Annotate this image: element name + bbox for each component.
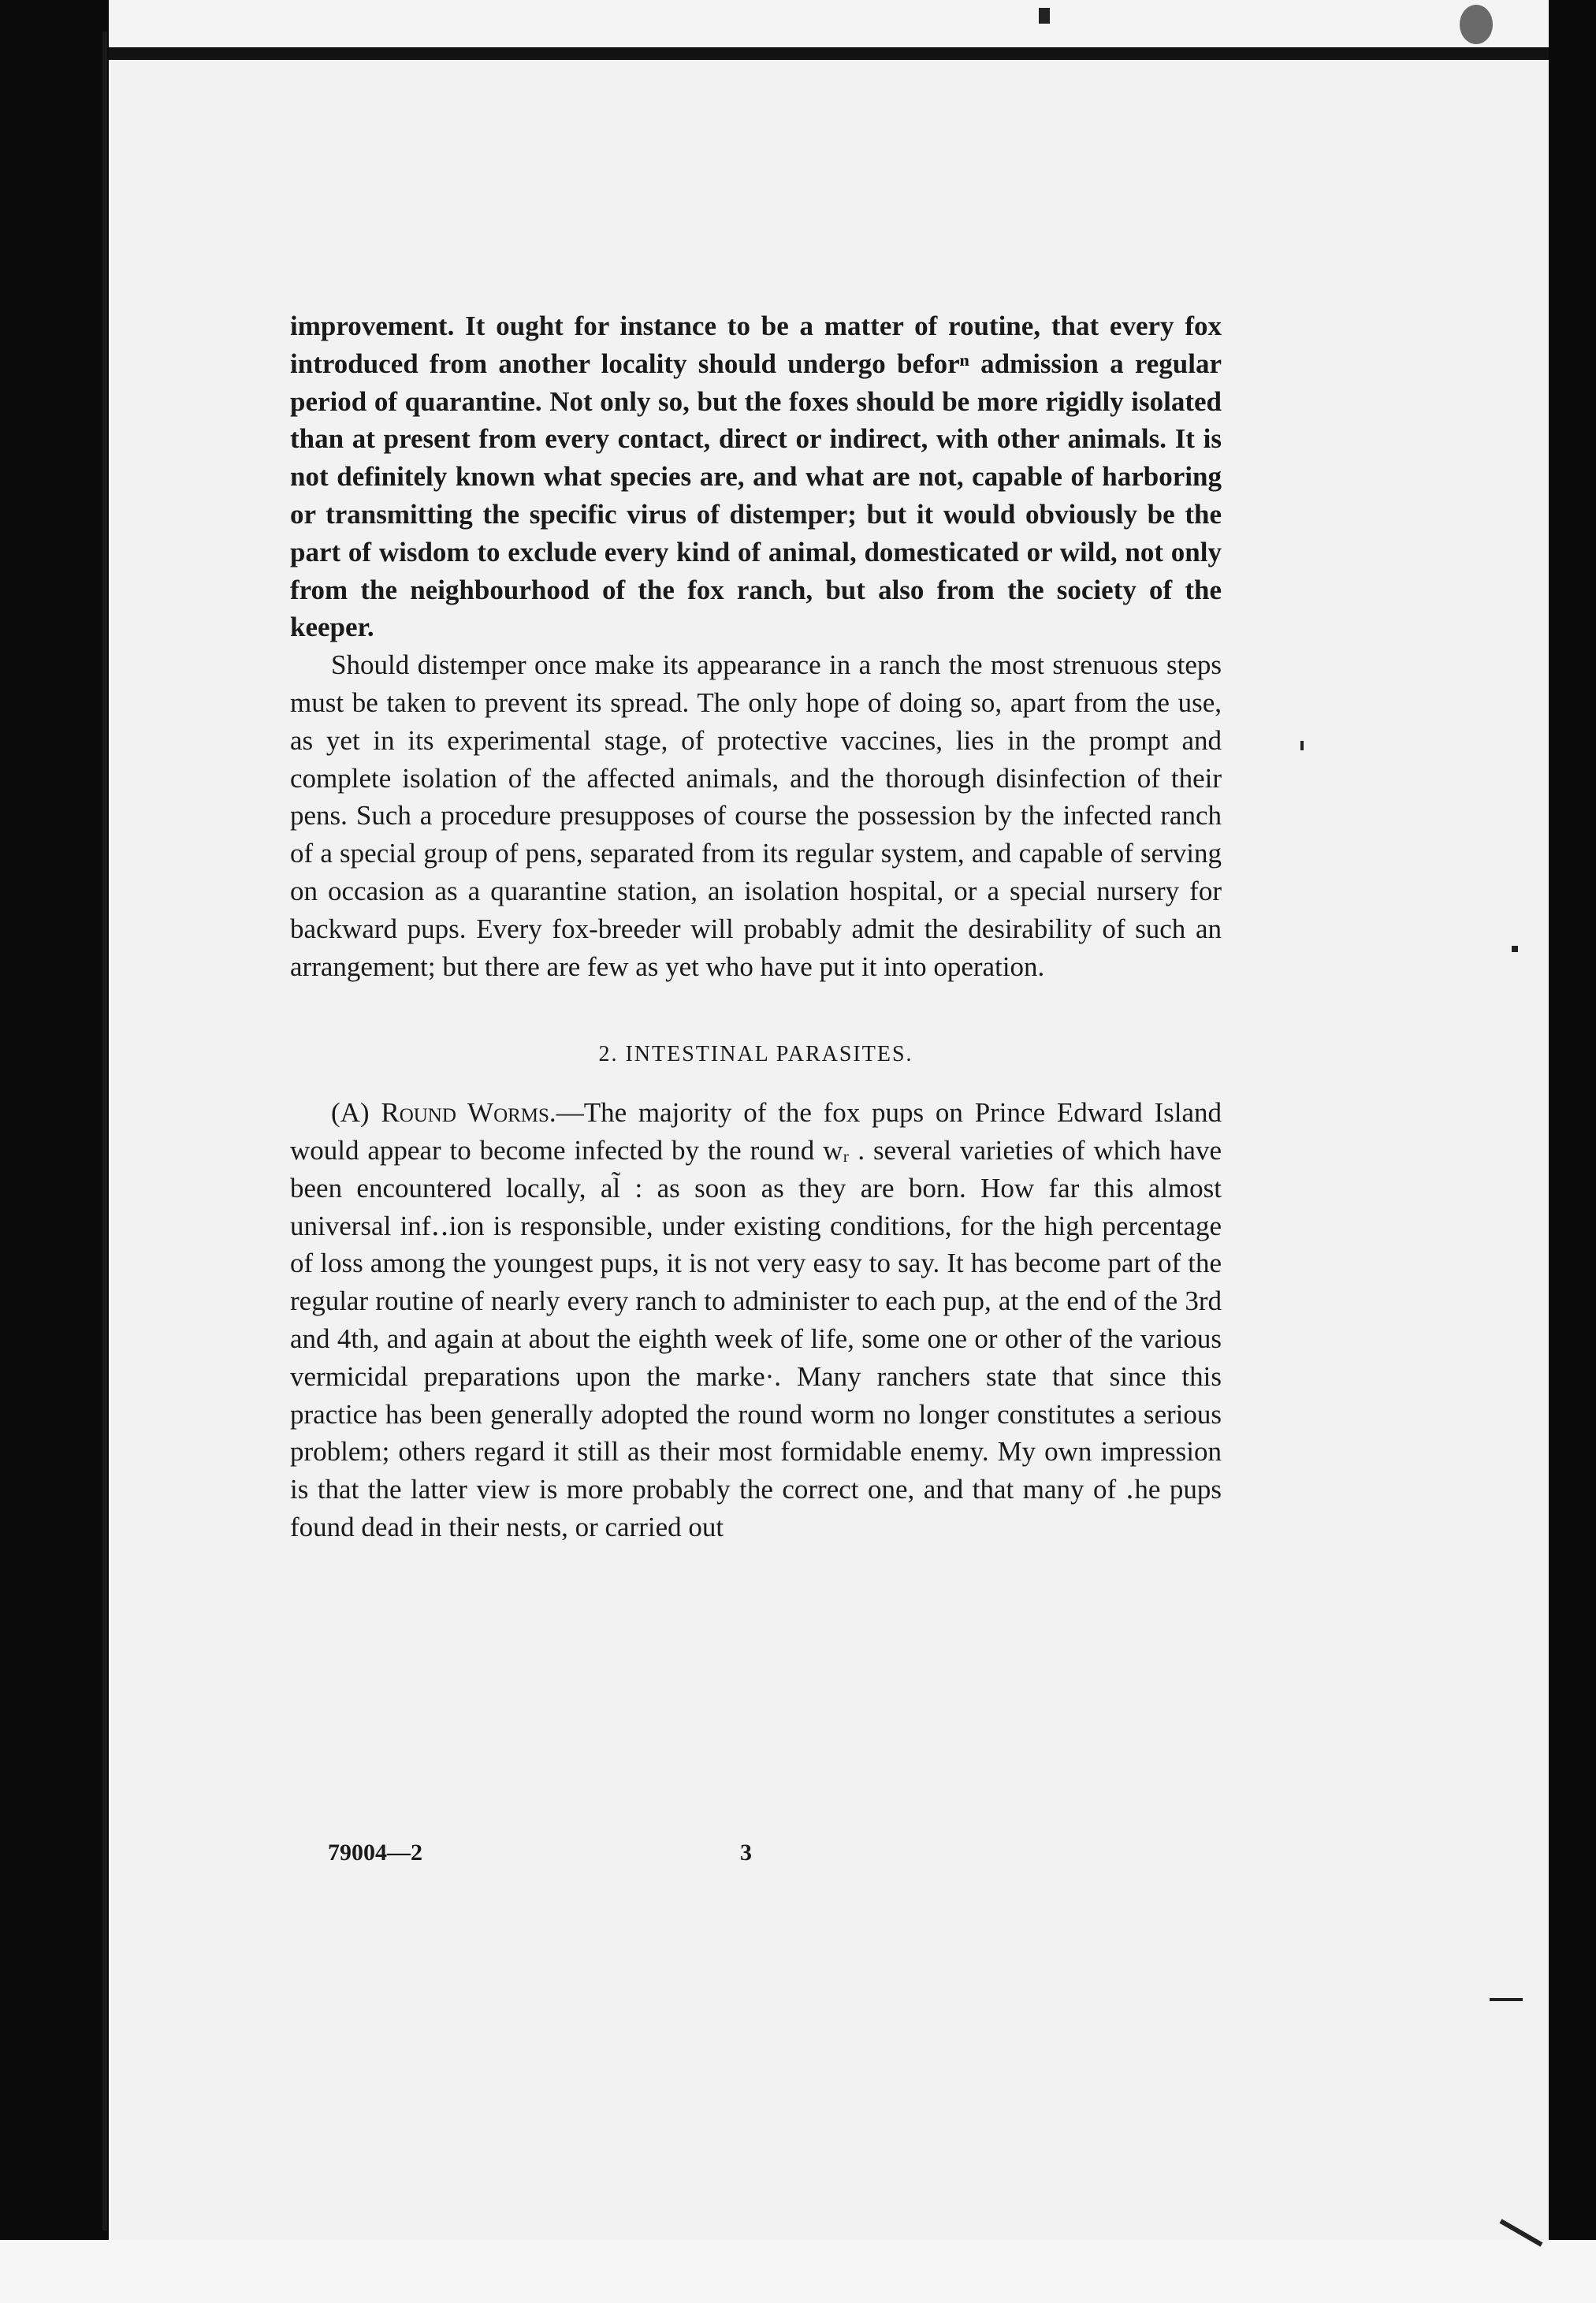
scan-speck (1490, 1998, 1523, 2001)
scan-speck (1039, 8, 1050, 24)
scan-speck (1512, 946, 1518, 952)
paragraph-3 (290, 1094, 1222, 1546)
scan-left-margin (0, 0, 109, 2303)
paragraph-2: Should distemper once make its appearance in a ranch the most strenuous steps must be taken to prevent its spread. The only hope of doing so, apart from the use, as yet in its experimental stage, of protective vaccines, lies in the prompt and complete isolation of the affected animals, and the thorough disinfection of their pens. Such a procedure presupposes of course the possession by the infected ranch of a special group of pens, separated from its regular system, and capable of serving on occasion as a quarantine station, an isolation hospital, or a special nursery for backward pups. Every fox-breeder will probably admit the desirability of such an arrangement; but there are few as yet who have put it into operation. (290, 649, 1222, 982)
scan-top-edge (109, 47, 1549, 60)
scan-right-margin (1549, 0, 1596, 2303)
section-heading: 2. INTESTINAL PARASITES. (598, 1042, 913, 1067)
subsection-text: —The majority of the fox pups on Prince Edward Island would appear to become infected by the round wᵣ . several varieties of which have been encountered locally, al̃ : as soon as they are born. How far this almost universal inf‥ion is responsible, under existing conditions, for the high percentage of loss among the youngest pups, it is not very easy to say. It has become part of the regular routine of nearly every ranch to administer to each pup, at the end of the 3rd and 4th, and again at about the eighth week of life, some one or other of the various vermicidal preparations upon the marke·. Many ranchers state that since this practice has been generally adopted the round worm no longer constitutes a serious problem; others regard it still as their most formidable enemy. My own impression is that the latter view is more probably the correct one, and that many of ․he pups found dead in their nests, or carried out (290, 1097, 1222, 1542)
page-number: 3 (740, 1840, 752, 1866)
scan-bottom-margin (0, 2240, 1596, 2303)
body-text (290, 307, 1222, 1546)
scan-speck (1300, 741, 1304, 750)
scan-speck (1460, 5, 1493, 44)
paragraph-1: improvement. It ought for instance to be a matter of routine, that every fox introduced from another locality should undergo beforⁿ admission a regular period of quarantine. Not only so, but the foxes should be more rigidly isolated than at present from every contact, direct or indirect, with other animals. It is not definitely known what species are, and what are not, capable of harboring or transmitting the specific virus of distemper; but it would obviously be the part of wisdom to exclude every kind of animal, domesticated or wild, not only from the neighbourhood of the fox ranch, but also from the society of the keeper. (290, 311, 1222, 643)
page-footer (328, 1840, 801, 1866)
print-code: 79004—2 (328, 1840, 422, 1866)
scan-left-edge-line (102, 32, 107, 2230)
subsection-label: (A) Round Worms. (331, 1097, 556, 1129)
